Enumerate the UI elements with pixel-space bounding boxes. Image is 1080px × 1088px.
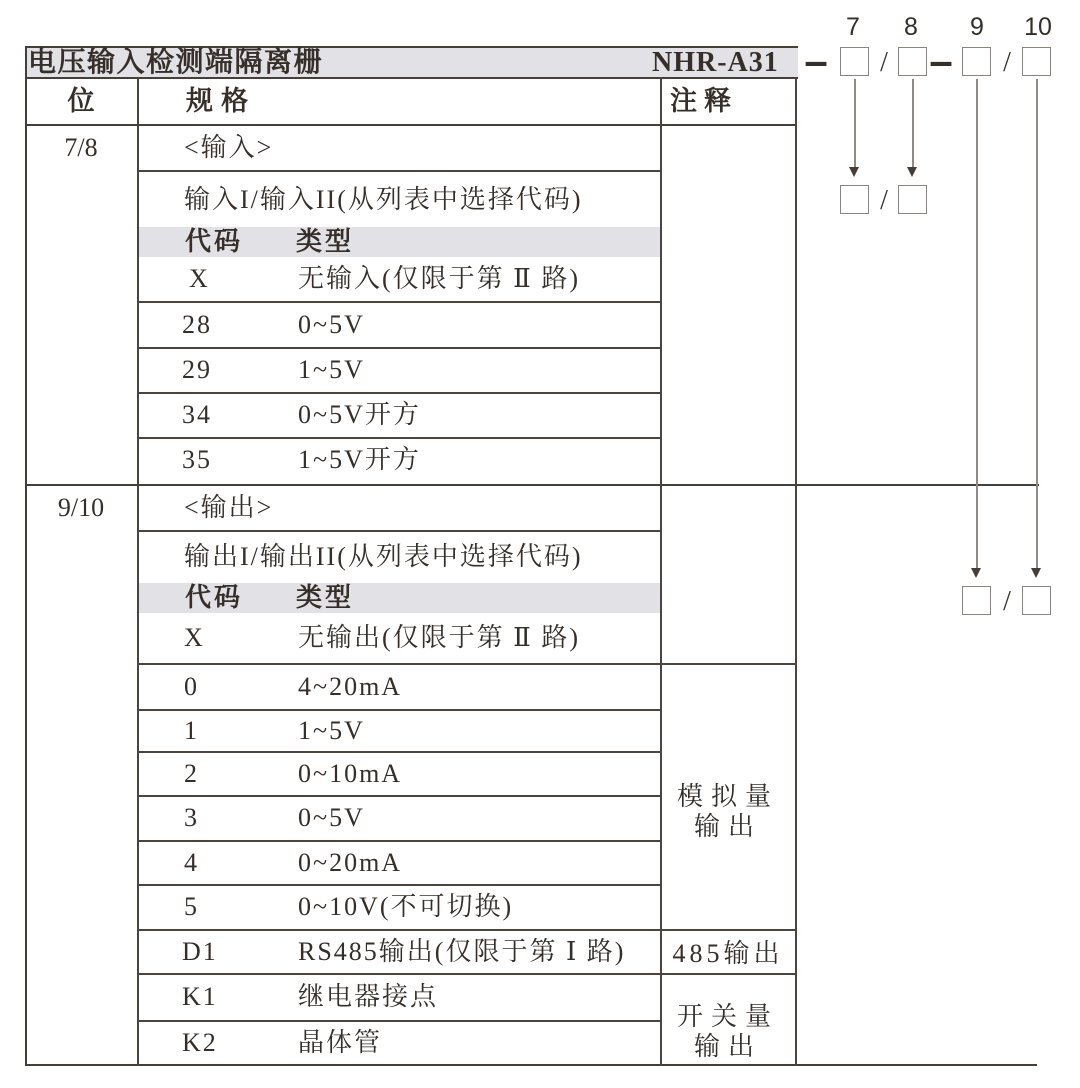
type-cell: 无输出(仅限于第 Ⅱ 路) (298, 623, 580, 652)
input-code-header: 代码 (185, 227, 244, 256)
grid-line (138, 751, 661, 753)
grid-line (25, 124, 796, 126)
code-box-8 (898, 47, 927, 76)
grid-line (138, 1020, 661, 1022)
input-code-box-7 (840, 185, 869, 214)
code-cell: 2 (184, 759, 199, 788)
arrow-line (854, 79, 856, 167)
grid-line (138, 530, 661, 532)
note-485-output: 485输出 (672, 939, 784, 968)
type-cell: 0~5V (298, 803, 365, 832)
code-cell: K1 (182, 982, 218, 1011)
type-cell: 0~5V开方 (298, 400, 421, 429)
table-left-border (25, 46, 27, 1066)
code-box-10 (1022, 47, 1051, 76)
table-right-border (795, 77, 797, 1066)
arrow-head (1031, 568, 1041, 578)
grid-line (138, 884, 661, 886)
grid-line (138, 929, 796, 931)
type-cell: 0~20mA (298, 848, 403, 877)
note-line: 输出 (693, 812, 762, 841)
code-cell: 0 (184, 672, 199, 701)
type-cell: 晶体管 (298, 1028, 383, 1057)
digit-label-7: 7 (846, 13, 860, 41)
slash-separator: / (880, 47, 888, 78)
code-cell: 3 (184, 803, 199, 832)
note-line: 输出 (693, 1032, 762, 1061)
code-box-9 (962, 47, 991, 76)
grid-line (138, 392, 661, 394)
table-bottom-line (25, 1064, 1037, 1066)
code-cell: 34 (182, 400, 212, 429)
code-cell: 1 (184, 716, 199, 745)
input-instruction: 输入I/输入II(从列表中选择代码) (184, 185, 583, 214)
note-analog-output (661, 782, 795, 842)
type-cell: 继电器接点 (298, 982, 439, 1011)
arrow-line (976, 79, 978, 568)
output-type-header: 类型 (296, 583, 355, 612)
slash-separator: / (1003, 47, 1011, 78)
code-cell: 4 (184, 848, 199, 877)
digit-label-10: 10 (1024, 13, 1052, 41)
output-group-label: <输出> (184, 493, 274, 522)
grid-line (660, 77, 662, 1066)
dash-separator: – (929, 37, 953, 84)
grid-line (138, 663, 796, 665)
grid-line (137, 77, 139, 1066)
output-code-box-9 (962, 586, 991, 615)
code-cell: X (184, 623, 205, 652)
grid-line (138, 795, 661, 797)
grid-line (138, 709, 661, 711)
grid-line (138, 170, 661, 172)
input-code-box-8 (898, 185, 927, 214)
type-cell: 4~20mA (298, 672, 403, 701)
input-pos-cell: 7/8 (64, 133, 98, 162)
output-pos-cell: 9/10 (57, 493, 105, 522)
type-cell: 1~5V开方 (298, 445, 421, 474)
grid-line (138, 437, 661, 439)
digit-label-8: 8 (904, 13, 918, 41)
code-cell: D1 (182, 937, 218, 966)
note-line: 开关量 (676, 1002, 779, 1031)
code-cell: X (189, 264, 210, 293)
code-cell: 29 (182, 355, 212, 384)
type-cell: 无输入(仅限于第 Ⅱ 路) (298, 264, 580, 293)
input-group-label: <输入> (184, 133, 274, 162)
arrow-head (849, 167, 859, 177)
col-header-spec: 规格 (186, 86, 256, 116)
input-type-header: 类型 (296, 227, 355, 256)
output-code-box-10 (1022, 586, 1051, 615)
output-code-header: 代码 (185, 583, 244, 612)
arrow-line (1036, 79, 1038, 568)
arrow-line (912, 79, 914, 167)
col-header-note: 注释 (670, 86, 738, 116)
type-cell: 0~10V(不可切换) (298, 892, 514, 921)
section-divider-line (25, 484, 1039, 486)
type-cell: 0~5V (298, 310, 365, 339)
note-switch-output (661, 1002, 795, 1062)
type-cell: 1~5V (298, 355, 365, 384)
arrow-head (971, 568, 981, 578)
slash-separator: / (1003, 586, 1011, 617)
code-cell: 5 (184, 892, 199, 921)
type-cell: 1~5V (298, 716, 365, 745)
dash-separator: – (804, 37, 828, 84)
page-title: 电压输入检测端隔离栅 (28, 47, 324, 78)
output-instruction: 输出I/输出II(从列表中选择代码) (184, 542, 583, 571)
grid-line (138, 347, 661, 349)
grid-line (138, 301, 661, 303)
code-box-7 (840, 47, 869, 76)
type-cell: RS485输出(仅限于第 Ⅰ 路) (298, 937, 626, 966)
type-cell: 0~10mA (298, 759, 403, 788)
note-line: 模拟量 (676, 782, 779, 811)
code-cell: K2 (182, 1028, 218, 1057)
digit-label-9: 9 (970, 13, 984, 41)
code-cell: 28 (182, 310, 212, 339)
col-header-pos: 位 (67, 86, 95, 116)
code-cell: 35 (182, 445, 212, 474)
arrow-head (907, 167, 917, 177)
grid-line (138, 840, 661, 842)
slash-separator: / (880, 185, 888, 216)
grid-line (138, 973, 796, 975)
model-code: NHR-A31 (652, 47, 779, 78)
